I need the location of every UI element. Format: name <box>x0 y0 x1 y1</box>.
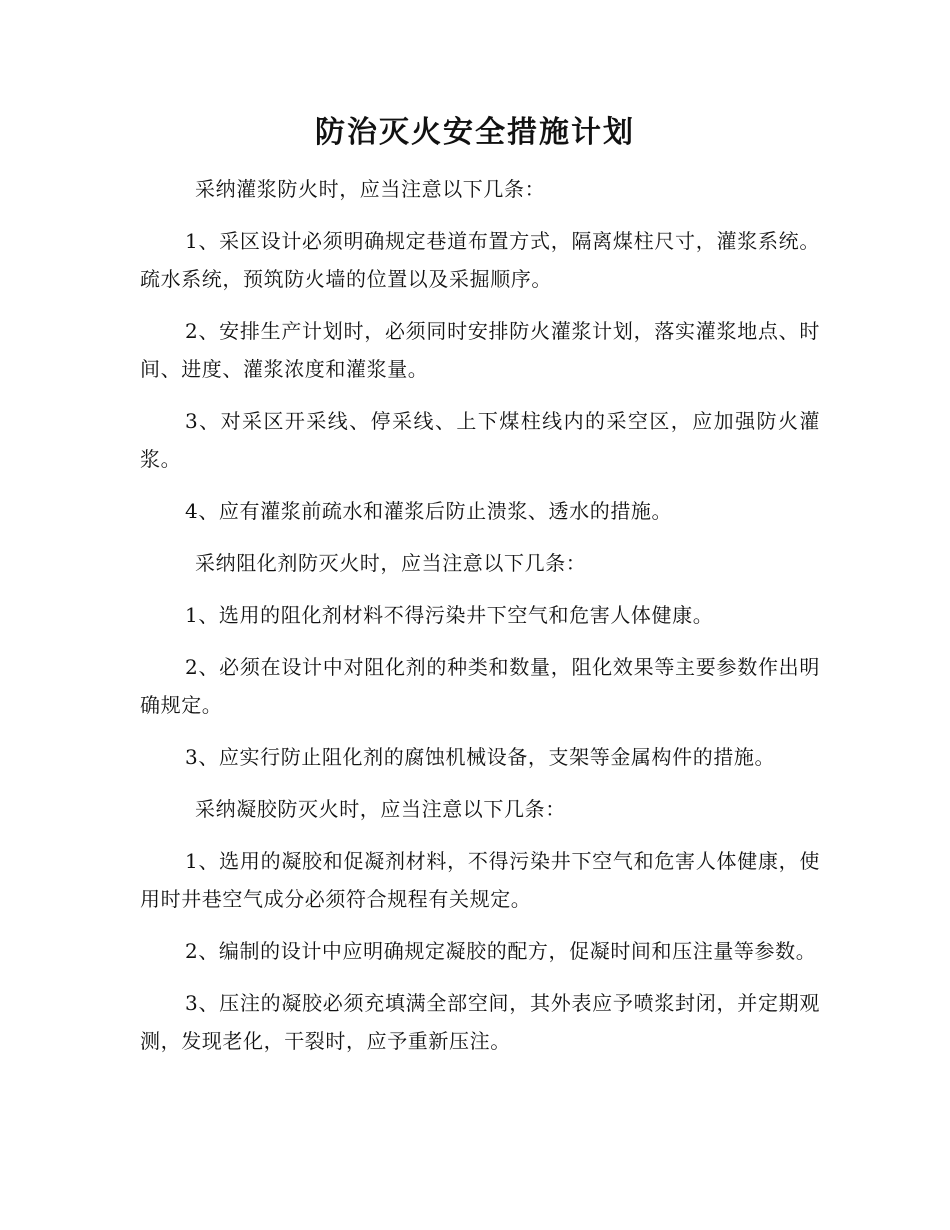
list-item: 2、安排生产计划时，必须同时安排防火灌浆计划，落实灌浆地点、时间、进度、灌浆浓度和灌浆量。 <box>140 319 820 381</box>
list-item: 1、选用的凝胶和促凝剂材料，不得污染井下空气和危害人体健康，使用时井巷空气成分必须符合规程有关规定。 <box>140 849 820 911</box>
list-item: 3、对采区开采线、停采线、上下煤柱线内的采空区，应加强防火灌浆。 <box>140 409 820 471</box>
list-item: 2、编制的设计中应明确规定凝胶的配方，促凝时间和压注量等参数。 <box>185 939 817 963</box>
document-body <box>140 170 820 1074</box>
list-item: 2、必须在设计中对阻化剂的种类和数量，阻化效果等主要参数作出明确规定。 <box>140 655 820 717</box>
section-intro: 采纳阻化剂防灭火时，应当注意以下几条： <box>195 551 587 575</box>
list-item: 3、压注的凝胶必须充填满全部空间，其外表应予喷浆封闭，并定期观测，发现老化，干裂时，应予重新压注。 <box>140 991 820 1053</box>
list-item: 4、应有灌浆前疏水和灌浆后防止溃浆、透水的措施。 <box>185 499 673 523</box>
document-title: 防治灭火安全措施计划 <box>315 115 635 150</box>
list-item: 1、采区设计必须明确规定巷道布置方式，隔离煤柱尺寸，灌浆系统。疏水系统，预筑防火墙的位置以及采掘顺序。 <box>140 229 820 291</box>
list-item: 3、应实行防止阻化剂的腐蚀机械设备，支架等金属构件的措施。 <box>185 745 776 769</box>
section-intro: 采纳灌浆防火时，应当注意以下几条： <box>195 177 546 201</box>
list-item: 1、选用的阻化剂材料不得污染井下空气和危害人体健康。 <box>185 603 714 627</box>
section-intro: 采纳凝胶防灭火时，应当注意以下几条： <box>195 797 566 821</box>
